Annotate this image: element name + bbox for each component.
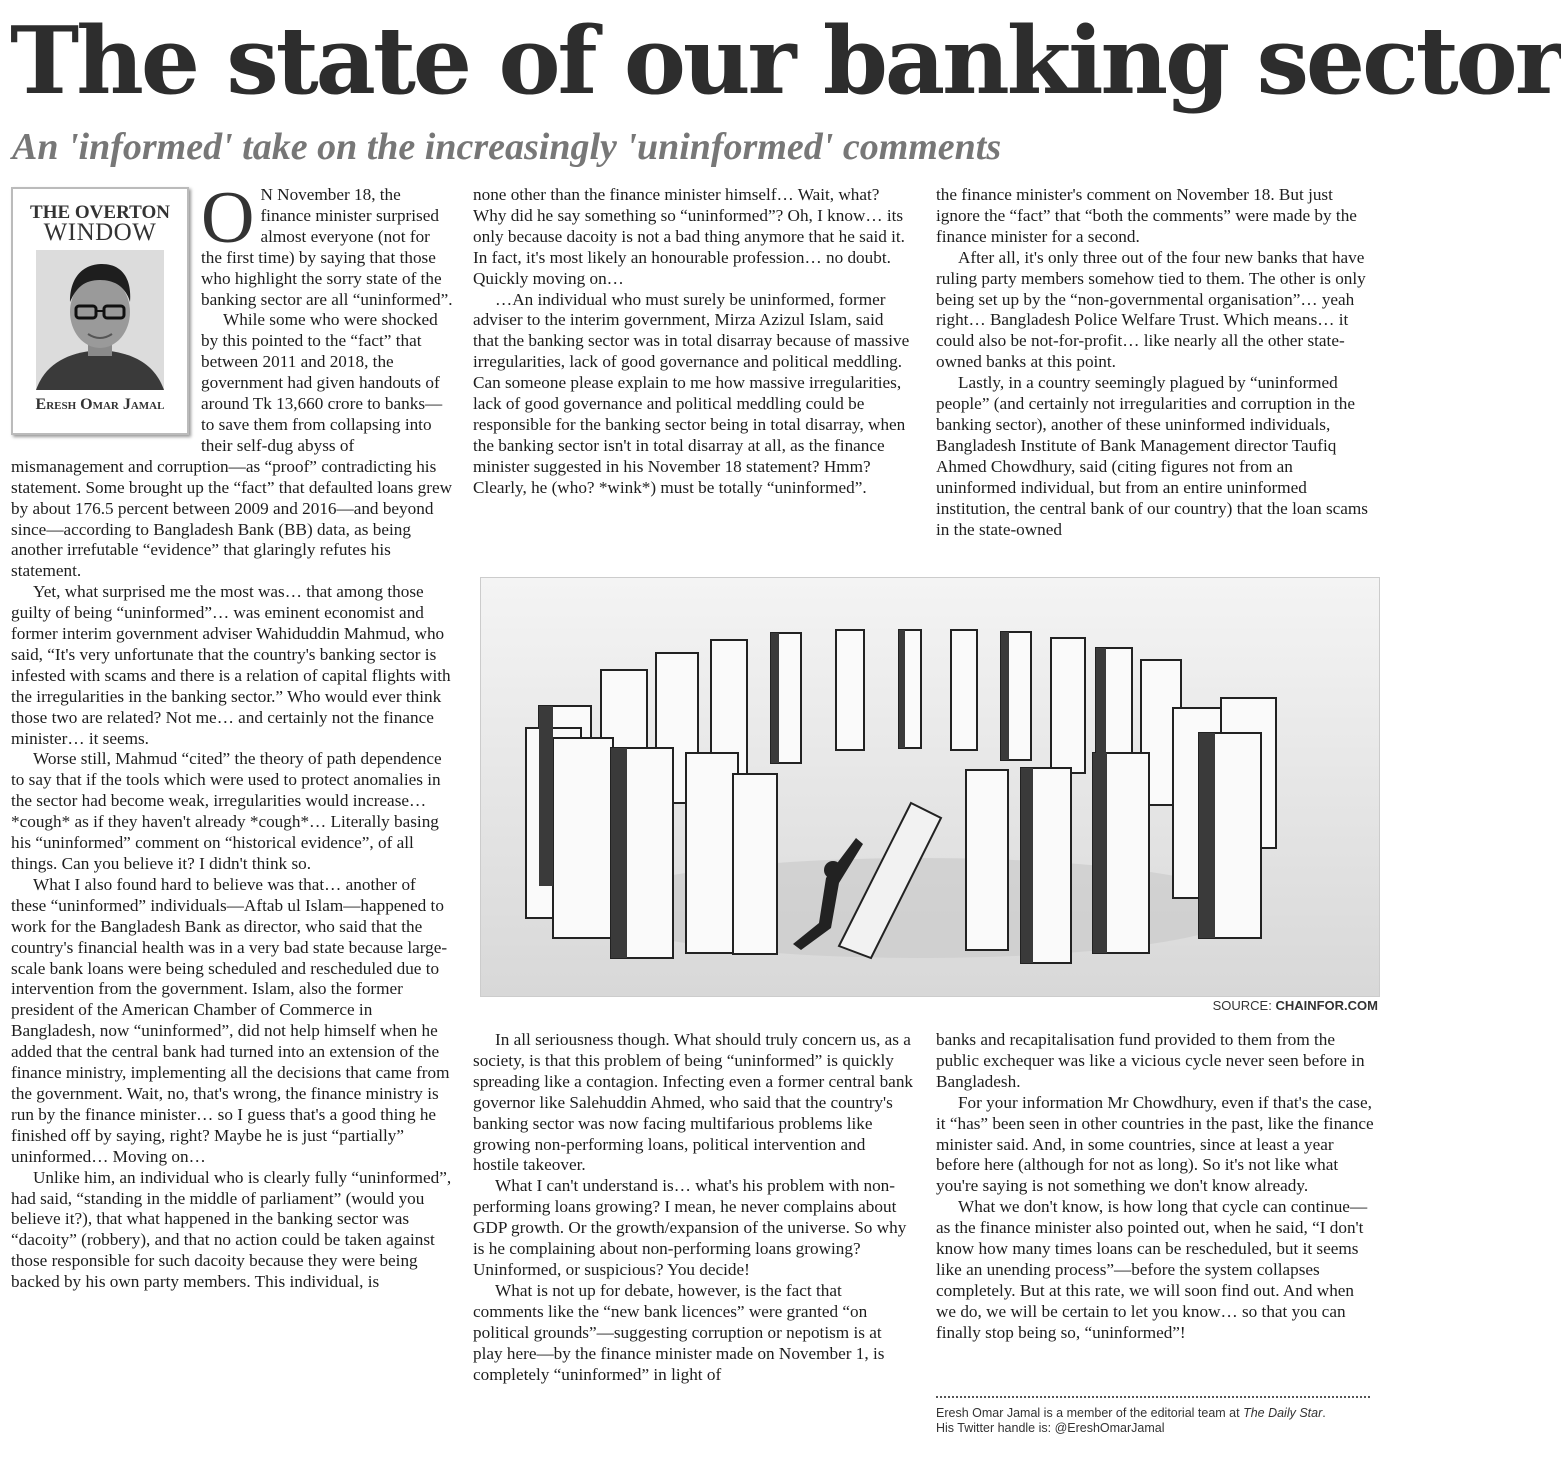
paragraph: For your information Mr Chowdhury, even if that's the case, it “has” been seen in other countries in the past, like the finance minister said. And, in some countries, since at least a year before here (although for not as long). So it's not like what you're saying is not something we don't know already. [936,1092,1374,1196]
column-title-line2: WINDOW [43,219,157,246]
paragraph: N November 18, the finance minister surprised almost everyone (not for the first time) by saying that those who highlight the sorry state of the banking sector are all “uninformed”. [201,185,453,309]
paragraph: Yet, what surprised me the most was… that among those guilty of being “uninformed”… was eminent economist and former interim government adviser Wahiduddin Mahmud, who said, “It's very unfortunate that the country's banking sector is infested with scams and there is a relation of capital flights with the irregularities in the banking sector.” Who would ever think those two are related? Not me… and certainly not the finance minister… it seems. [11,582,451,748]
photo-credit [1213,998,1378,1013]
author-photo [36,250,164,390]
paragraph: …An individual who must surely be uninformed, former adviser to the interim government, Mirza Azizul Islam, said that the banking sector was in total disarray because of massive irregularities, lack of good governance and political meddling. Can someone please explain to me how massive irregularities, lack of good governance and political meddling could be responsible for the banking sector being in total disarray, when the banking sector isn't in total disarray at all, as the finance minister suggested in his November 18 statement? Hmm? Clearly, he (who? *wink*) must be totally “uninformed”. [473,289,910,497]
paragraph: Unlike him, an individual who is clearly fully “uninformed”, had said, “standing in the middle of parliament” (would you believe it?), that what happened in the banking sector was “dacoity” (robbery), and that no action could be taken against those responsible for such dacoity because they were being backed by his own party members. This individual, is [11,1167,452,1292]
paragraph: In all seriousness though. What should truly concern us, as a society, is that this problem of being “uninformed” is quickly spreading like a contagion. Infecting even a former central bank governor like Salehuddin Ahmed, who said that the country's banking sector was now facing multifarious problems like growing non-performing loans, political intervention and hostile takeover. [473,1030,914,1175]
article-column-1 [11,177,453,1440]
article-column-2-top [473,185,913,563]
paragraph: What I also found hard to believe was that… another of these “uninformed” individuals—Aftab ul Islam—happened to work for the Bangladesh Bank as director, who said that the country's financial health was in a very bad state because large-scale bank loans were being scheduled and rescheduled due to intervention from the government. Islam, also the former president of the American Chamber of Commerce in Bangladesh, now “uninformed”, did not help himself when he added that the central bank had turned into an extension of the finance ministry, implementing all the decisions that came from the government. Wait, no, that's wrong, the finance ministry is run by the finance minister… so I guess that's a good thing he finished off by saying, right? Maybe he is just “partially” uninformed… Moving on… [11,874,450,1166]
paragraph: banks and recapitalisation fund provided to them from the public exchequer was like a vicious cycle never seen before in Bangladesh. [936,1030,1365,1091]
photo-credit-source: CHAINFOR.COM [1275,998,1378,1013]
dotted-divider [936,1396,1370,1398]
headline: The state of our banking sector [10,6,1561,115]
article-column-3-top [936,185,1374,563]
paragraph: none other than the finance minister himself… Wait, what? Why did he say something so “uninformed”? Oh, I know… its only because dacoity is not a bad thing anymore that he said it. In fact, it's most likely an honourable profession… no doubt. Quickly moving on… [473,185,905,288]
author-footnote [936,1406,1376,1436]
publication-name: The Daily Star [1243,1406,1323,1420]
footnote-period: . [1322,1406,1326,1420]
domino-illustration [480,577,1380,997]
photo-credit-label: SOURCE: [1212,998,1272,1013]
subheadline: An 'informed' take on the increasingly 'uninformed' comments [12,126,1002,168]
article-column-3-bottom [936,1030,1374,1390]
paragraph: What is not up for debate, however, is the fact that comments like the “new bank licences” were granted “on political grounds”—suggesting corruption or nepotism is at play here—by the finance minister made on November 1, is completely “uninformed” in light of [473,1280,885,1384]
drop-cap: O [201,177,255,259]
footnote-text: Eresh Omar Jamal is a member of the editorial team at [936,1406,1244,1420]
article-column-2-bottom [473,1030,913,1440]
paragraph: the finance minister's comment on November 18. But just ignore the “fact” that “both the comments” were made by the finance minister for a second. [936,185,1357,246]
paragraph: What I can't understand is… what's his problem with non-performing loans growing? I mean, he never complains about GDP growth. Or the growth/expansion of the universe. So why is he complaining about non-performing loans growing? Uninformed, or suspicious? You decide! [473,1176,907,1279]
paragraph: What we don't know, is how long that cycle can continue—as the finance minister also pointed out, when he said, “I don't know how many times loans can be rescheduled, but it seems like an unending process”—before the system collapses completely. But at this rate, we will soon find out. And when we do, we will be certain to let you know… so that you can finally stop being so, “uninformed”! [936,1197,1368,1342]
columnist-byline-box [11,187,189,435]
column-title-line1: THE OVERTON [30,202,170,223]
paragraph: Lastly, in a country seemingly plagued by “uninformed people” (and certainly not irregularities and corruption in the banking sector), another of these uninformed individuals, Bangladesh Institute of Bank Management director Taufiq Ahmed Chowdhury, said (citing figures not from an uninformed individual, but from an entire uninformed institution, the central bank of our country) that the loan scams in the state-owned [936,373,1368,539]
paragraph: While some who were shocked by this pointed to the “fact” that between 2011 and 2018, the government had given handouts of around Tk 13,660 crore to banks—to save them from collapsing into their self-dug abyss of mismanagement and corruption—as “proof” contradicting his statement. Some brought up the “fact” that defaulted loans grew by about 176.5 percent between 2009 and 2016—and beyond since—according to Bangladesh Bank (BB) data, as being another irrefutable “evidence” that glaringly refutes his statement. [11,310,453,581]
twitter-handle: His Twitter handle is: @EreshOmarJamal [936,1421,1165,1435]
author-name: Eresh Omar Jamal [35,396,165,413]
paragraph: Worse still, Mahmud “cited” the theory of path dependence to say that if the tools which were used to protect anomalies in the sector had become weak, irregularities would increase… *cough* as if they haven't already *cough*… Literally basing his “uninformed” comment on “historical evidence”, of all things. Can you believe it? I didn't think so. [11,749,442,873]
paragraph: After all, it's only three out of the four new banks that have ruling party members somehow tied to them. The other is only being set up by the “non-governmental organisation”… yeah right… Bangladesh Police Welfare Trust. Which means… it could also be not-for-profit… like nearly all the other state-owned banks at this point. [936,247,1366,372]
